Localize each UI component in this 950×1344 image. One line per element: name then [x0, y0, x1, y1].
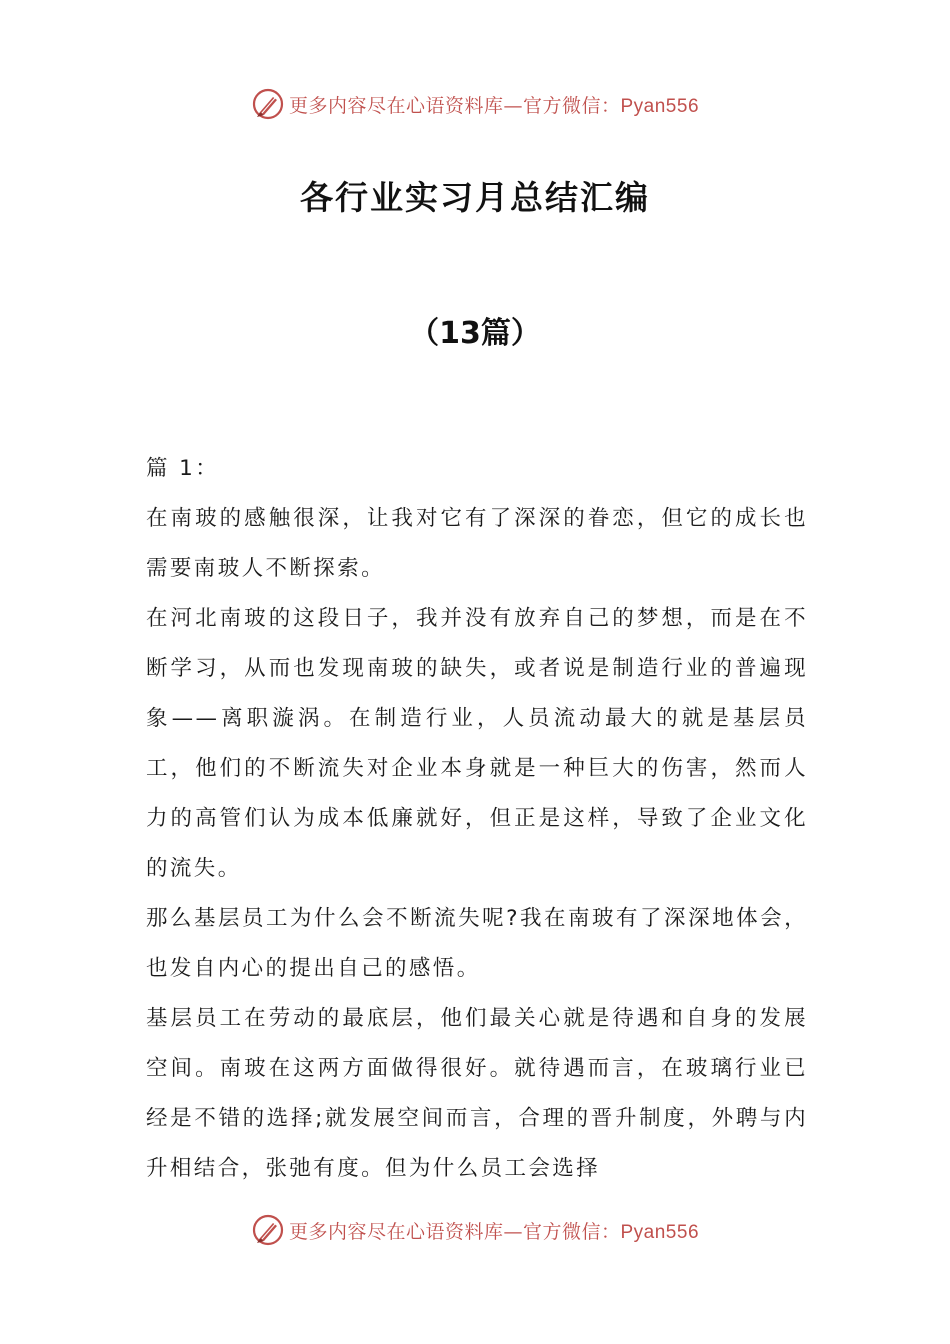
document-body [146, 444, 808, 1194]
banner-text: 更多内容尽在心语资料库—官方微信：Pyan556 [288, 1220, 700, 1243]
paragraph: 基层员工在劳动的最底层，他们最关心就是待遇和自身的发展空间。南玻在这两方面做得很好。就待遇而言，在玻璃行业已经是不错的选择;就发展空间而言，合理的晋升制度，外聘与内升相结合，张弛有度。但为什么员工会选择 [146, 1006, 808, 1181]
wechat-id: Pyan556 [620, 1221, 700, 1243]
document-subtitle: （13篇） [409, 316, 541, 351]
pen-nib-logo-icon [251, 1213, 285, 1247]
footer-watermark-banner [0, 1210, 950, 1250]
wechat-id: Pyan556 [620, 95, 700, 117]
header-watermark-banner [0, 84, 950, 124]
pen-nib-logo-icon [251, 87, 285, 121]
paragraph: 在南玻的感触很深，让我对它有了深深的眷恋，但它的成长也需要南玻人不断探索。 [146, 506, 808, 581]
section-label: 篇 1： [146, 456, 220, 481]
document-title: 各行业实习月总结汇编 [300, 178, 650, 217]
paragraph: 在河北南玻的这段日子，我并没有放弃自己的梦想，而是在不断学习，从而也发现南玻的缺失，或者说是制造行业的普遍现象——离职漩涡。在制造行业，人员流动最大的就是基层员工，他们的不断流失对企业本身就是一种巨大的伤害，然而人力的高管们认为成本低廉就好，但正是这样，导致了企业文化的流失。 [146, 606, 808, 881]
paragraph: 那么基层员工为什么会不断流失呢?我在南玻有了深深地体会，也发自内心的提出自己的感悟。 [146, 906, 808, 981]
banner-text: 更多内容尽在心语资料库—官方微信：Pyan556 [288, 94, 700, 117]
